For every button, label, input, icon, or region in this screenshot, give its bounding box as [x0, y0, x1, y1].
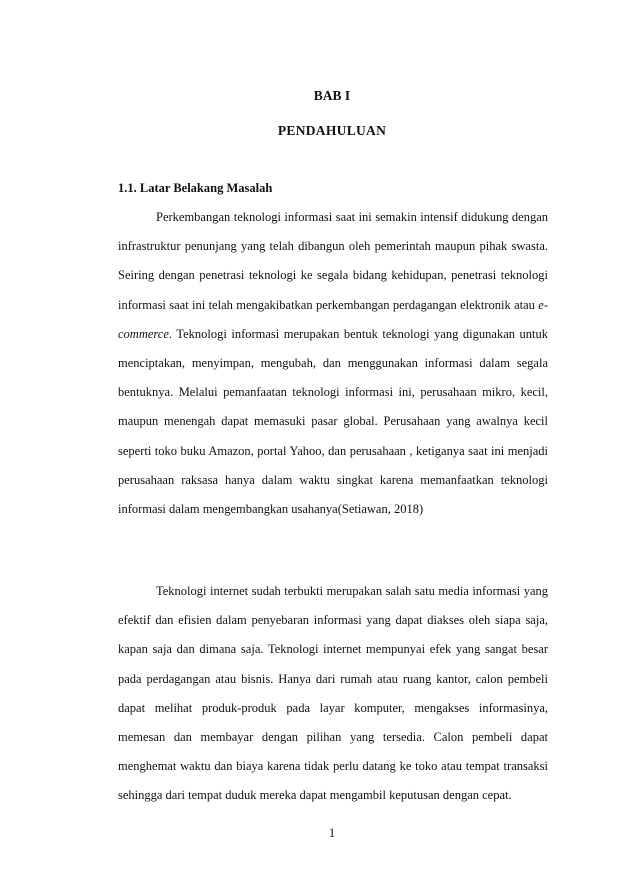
page-number: 1 [328, 826, 336, 840]
chapter-title: PENDAHULUAN [277, 123, 387, 138]
section-heading: 1.1. Latar Belakang Masalah [118, 181, 273, 195]
paragraph-2-text: Teknologi internet sudah terbukti merupakan salah satu media informasi yang efektif dan efisien dalam penyebaran informasi yang dapat diakses oleh siapa saja, kapan saja dan dimana saja. Teknologi internet mempunyai efek yang sangat besar pada perdagangan atau bisnis. Hanya dari rumah atau ruang kantor, calon pembeli dapat melihat produk-produk pada layar komputer, mengakses informasinya, memesan dan membayar dengan pilihan yang tersedia. Calon pembeli dapat menghemat waktu dan biaya karena tidak perlu datang ke toko atau tempat transaksi sehingga dari tempat duduk mereka dapat mengambil keputusan dengan cepat. [118, 584, 548, 803]
paragraph-1-italic-term: e-commerce [118, 297, 548, 341]
paragraph-2 [118, 577, 548, 811]
paragraph-1-text-end: . Teknologi informasi merupakan bentuk teknologi yang digunakan untuk menciptakan, menyimpan, mengubah, dan menggunakan informasi dalam segala bentuknya. Melalui pemanfaatan teknologi informasi ini, perusahaan mikro, kecil, maupun menengah dapat memasuki pasar global. Perusahaan yang awalnya kecil seperti toko buku Amazon, portal Yahoo, dan perusahaan , ketiganya saat ini menjadi perusahaan raksasa hanya dalam waktu singkat karena memanfaatkan teknologi informasi dalam mengembangkan usahanya(Setiawan, 2018) [118, 326, 548, 517]
paragraph-1-text-start: Perkembangan teknologi informasi saat ini semakin intensif didukung dengan infrastruktur penunjang yang telah dibangun oleh pemerintah maupun pihak swasta. Seiring dengan penetrasi teknologi ke segala bidang kehidupan, penetrasi teknologi informasi saat ini telah mengakibatkan perkembangan perdagangan elektronik atau [118, 210, 548, 312]
chapter-number: BAB I [313, 88, 351, 103]
paragraph-1 [118, 203, 548, 524]
